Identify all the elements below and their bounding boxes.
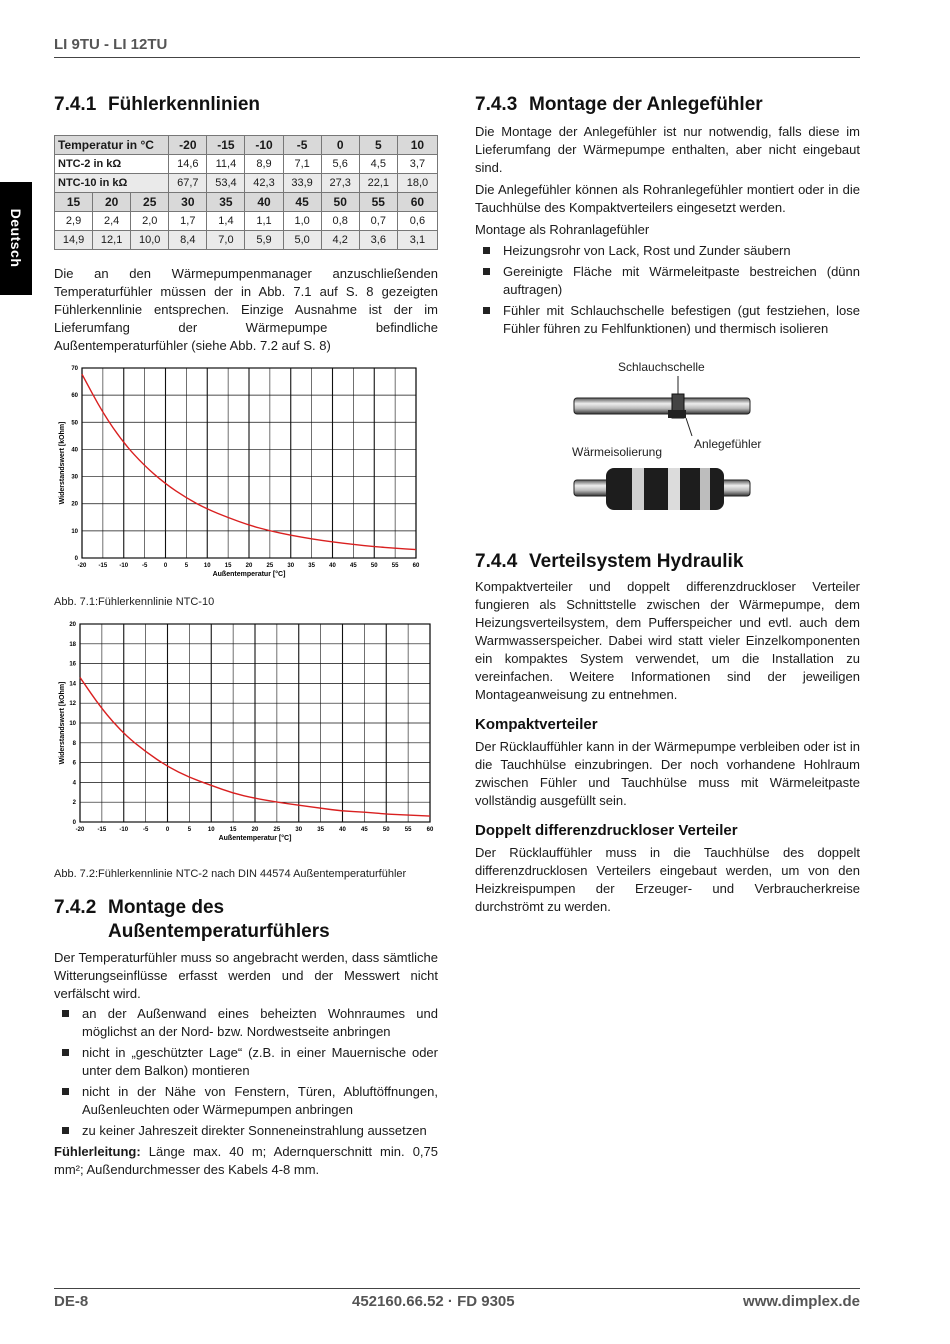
contact-sensor-p2: Die Anlegefühler können als Rohranlegefühler montiert oder in die Tauchhülse des Kompaktverteilers eingesetzt werden. bbox=[475, 182, 860, 215]
table-cell: 5 bbox=[359, 136, 397, 155]
x-tick-label: 0 bbox=[163, 563, 168, 569]
x-tick-label: 25 bbox=[266, 563, 274, 569]
table-cell-label: NTC-2 in kΩ bbox=[55, 155, 169, 174]
table-cell: 3,7 bbox=[397, 155, 437, 174]
bullet-square-icon bbox=[62, 1088, 69, 1095]
table-row bbox=[55, 231, 438, 250]
list-item: nicht in der Nähe von Fenstern, Türen, Abluftöffnungen, Außenleuchten oder Wärmepumpen anbringen bbox=[54, 1083, 438, 1119]
table-cell: 42,3 bbox=[245, 174, 283, 193]
x-tick-label: 40 bbox=[339, 827, 346, 833]
compact-distributor-text: Der Rücklauffühler kann in der Wärmepumpe verbleiben oder ist in die Tauchhülse einzubringen. Der noch vorhandene Hohlraum zwischen Fühler und Tauchhülse muss mit Wärmeleitpaste vollständig ausgefüllt sein. bbox=[475, 739, 860, 808]
table-cell: 27,3 bbox=[321, 174, 359, 193]
label-insulation: Wärmeisolierung bbox=[572, 445, 663, 459]
table-cell: 10 bbox=[397, 136, 437, 155]
section-number: 7.4.3 bbox=[475, 94, 518, 115]
x-axis-label: Außentemperatur [°C] bbox=[212, 571, 286, 578]
table-cell: 18,0 bbox=[397, 174, 437, 193]
list-item: Gereinigte Fläche mit Wärmeleitpaste bestreichen (dünn auftragen) bbox=[475, 263, 860, 299]
sensor-cable-label: Fühlerleitung: bbox=[54, 1144, 141, 1159]
table-cell: 1,7 bbox=[169, 212, 207, 231]
leader-line bbox=[686, 418, 692, 436]
language-tab bbox=[0, 182, 32, 295]
y-tick-label: 50 bbox=[71, 420, 78, 427]
section-7-4-2-heading bbox=[54, 896, 330, 944]
table-cell: 53,4 bbox=[207, 174, 245, 193]
table-cell: 5,0 bbox=[283, 231, 321, 250]
outdoor-sensor-paragraph: Der Temperaturfühler muss so angebracht werden, dass sämtliche Witterungseinflüsse erfasst werden und der Messwert nicht verfälscht wird. bbox=[54, 950, 438, 1001]
x-tick-label: 30 bbox=[295, 827, 303, 833]
y-tick-label: 12 bbox=[69, 701, 76, 708]
y-tick-label: 8 bbox=[72, 740, 76, 747]
table-cell: 8,9 bbox=[245, 155, 283, 174]
y-tick-label: 14 bbox=[69, 681, 76, 688]
section-title: Verteilsystem Hydraulik bbox=[529, 551, 744, 572]
table-cell: 2,0 bbox=[131, 212, 169, 231]
table-cell: 12,1 bbox=[93, 231, 131, 250]
x-tick-label: 60 bbox=[426, 827, 434, 833]
pipe-sensor-figure bbox=[560, 352, 790, 532]
section-number: 7.4.2 bbox=[54, 897, 97, 918]
chart-grid bbox=[82, 368, 416, 558]
table-cell: 14,6 bbox=[169, 155, 207, 174]
section-title: Fühlerkennlinien bbox=[108, 94, 261, 115]
table-cell: 1,1 bbox=[245, 212, 283, 231]
x-tick-label: -20 bbox=[75, 827, 85, 833]
y-tick-label: 20 bbox=[69, 622, 76, 628]
table-cell: 14,9 bbox=[55, 231, 93, 250]
y-tick-label: 0 bbox=[74, 556, 78, 562]
bullet-square-icon bbox=[62, 1127, 69, 1134]
y-tick-label: 20 bbox=[71, 501, 78, 508]
sensor-cable-text: Länge max. 40 m; Adernquerschnitt min. 0,75 mm²; Außendurchmesser des Kabels 4-8 mm. bbox=[54, 1144, 438, 1177]
table-cell-label: NTC-10 in kΩ bbox=[55, 174, 169, 193]
double-distributor-text: Der Rücklauffühler muss in die Tauchhülse des doppelt differenzdrucklosen Verteilers eingebaut werden, um von den Heizkreispumpen der Erzeuger- und Verbraucherkreise durchströmt zu werden. bbox=[475, 845, 860, 914]
y-axis-label: Widerstandswert [kOhm] bbox=[59, 421, 66, 505]
table-row bbox=[55, 193, 438, 212]
bullet-square-icon bbox=[62, 1010, 69, 1017]
x-tick-label: 45 bbox=[361, 827, 368, 833]
y-tick-label: 0 bbox=[72, 820, 76, 826]
table-cell: 20 bbox=[93, 193, 131, 212]
table-cell-label: Temperatur in °C bbox=[55, 136, 169, 155]
section-number: 7.4.1 bbox=[54, 94, 97, 115]
header-rule bbox=[54, 57, 860, 58]
list-item: an der Außenwand eines beheizten Wohnraumes und möglichst an der Nord- bzw. Nordwestseite anbringen bbox=[54, 1005, 438, 1041]
sensor-table bbox=[54, 135, 438, 250]
table-cell: 0,6 bbox=[397, 212, 437, 231]
table-cell: -15 bbox=[207, 136, 245, 155]
y-tick-label: 6 bbox=[72, 760, 76, 767]
bullet-square-icon bbox=[483, 307, 490, 314]
language-tab-label: Deutsch bbox=[8, 208, 24, 268]
list-item: nicht in „geschützter Lage“ (z.B. in einer Mauernische oder unter dem Balkon) montieren bbox=[54, 1044, 438, 1080]
x-tick-label: 35 bbox=[317, 827, 324, 833]
x-tick-label: 55 bbox=[404, 827, 412, 833]
x-tick-label: 10 bbox=[207, 827, 215, 833]
x-tick-label: 50 bbox=[370, 563, 378, 569]
section-7-4-1-heading bbox=[54, 93, 260, 117]
x-tick-label: 5 bbox=[184, 563, 189, 569]
y-tick-label: 30 bbox=[71, 474, 78, 481]
list-item: Fühler mit Schlauchschelle befestigen (gut festziehen, lose Fühler führen zu Fehlfunktionen) und thermisch isolieren bbox=[475, 302, 860, 338]
website-link[interactable]: www.dimplex.de bbox=[743, 1293, 860, 1310]
table-row bbox=[55, 212, 438, 231]
x-axis-label: Außentemperatur [°C] bbox=[218, 835, 292, 842]
x-tick-label: 40 bbox=[329, 563, 336, 569]
table-cell: 8,4 bbox=[169, 231, 207, 250]
x-tick-label: -5 bbox=[141, 563, 148, 569]
y-axis-label: Widerstandswert [kOhm] bbox=[59, 681, 66, 765]
y-tick-label: 10 bbox=[69, 721, 76, 727]
table-cell: 2,9 bbox=[55, 212, 93, 231]
chart-ntc10 bbox=[54, 362, 438, 584]
contact-sensor-list bbox=[475, 242, 860, 341]
table-cell: 0,7 bbox=[359, 212, 397, 231]
hydraulics-paragraph: Kompaktverteiler und doppelt differenzdruckloser Verteiler fungieren als Schnittstelle zwischen der Wärmepumpe, dem Heizungsverteilsystem, dem Pufferspeicher und evtl. auch dem Warmwasserspeicher. Dabei wird statt vieler Einzelkomponenten ein kompaktes System verwendet, um die Installation zu vereinfachen. Weitere Informationen sind der jeweiligen Montageanweisung zu entnehmen. bbox=[475, 579, 860, 702]
table-cell: 4,2 bbox=[321, 231, 359, 250]
y-tick-label: 10 bbox=[71, 528, 78, 535]
table-cell: -10 bbox=[245, 136, 283, 155]
table-cell: 10,0 bbox=[131, 231, 169, 250]
list-item: Heizungsrohr von Lack, Rost und Zunder säubern bbox=[475, 242, 860, 260]
x-tick-label: 20 bbox=[251, 827, 259, 833]
y-tick-label: 18 bbox=[69, 641, 76, 648]
figure-caption-7-1: Abb. 7.1:Fühlerkennlinie NTC-10 bbox=[54, 596, 215, 608]
table-row bbox=[55, 136, 438, 155]
list-item: zu keiner Jahreszeit direkter Sonneneinstrahlung aussetzen bbox=[54, 1122, 438, 1140]
x-tick-label: 15 bbox=[224, 563, 232, 569]
contact-sensor-p3: Montage als Rohranlagefühler bbox=[475, 222, 650, 237]
table-cell: 55 bbox=[359, 193, 397, 212]
table-cell: 67,7 bbox=[169, 174, 207, 193]
contact-sensor-p1: Die Montage der Anlegefühler ist nur notwendig, falls diese im Lieferumfang der Wärmepumpe enthalten, aber nicht eingebaut sind. bbox=[475, 124, 860, 175]
table-cell: 33,9 bbox=[283, 174, 321, 193]
x-tick-label: 60 bbox=[412, 563, 420, 569]
sensor-curve-paragraph: Die an den Wärmepumpenmanager anzuschließenden Temperaturfühler müssen der in Abb. 7.1 auf S. 8 gezeigten Fühlerkennlinie entsprechen. Einzige Ausnahme ist der im Lieferumfang der Wärmepumpe befindliche Außentemperaturfühler (siehe Abb. 7.2 auf S. 8) bbox=[54, 266, 438, 353]
table-cell: 3,6 bbox=[359, 231, 397, 250]
section-title-line2: Außentemperaturfühlers bbox=[108, 921, 330, 942]
bullet-square-icon bbox=[483, 247, 490, 254]
chart-grid bbox=[80, 624, 430, 822]
page-number: DE-8 bbox=[54, 1293, 89, 1310]
y-tick-label: 4 bbox=[72, 780, 76, 787]
x-tick-label: 30 bbox=[287, 563, 295, 569]
document-number: 452160.66.52 · FD 9305 bbox=[352, 1293, 515, 1310]
table-cell: 15 bbox=[55, 193, 93, 212]
table-row bbox=[55, 155, 438, 174]
table-cell: 4,5 bbox=[359, 155, 397, 174]
table-cell: 50 bbox=[321, 193, 359, 212]
table-cell: -20 bbox=[169, 136, 207, 155]
y-tick-label: 2 bbox=[72, 800, 76, 807]
table-cell: -5 bbox=[283, 136, 321, 155]
table-cell: 30 bbox=[169, 193, 207, 212]
x-tick-label: 45 bbox=[350, 563, 357, 569]
table-cell: 40 bbox=[245, 193, 283, 212]
table-cell: 1,0 bbox=[283, 212, 321, 231]
x-tick-label: 25 bbox=[273, 827, 281, 833]
y-tick-label: 16 bbox=[69, 661, 76, 668]
x-tick-label: 0 bbox=[165, 827, 170, 833]
x-tick-label: 15 bbox=[229, 827, 237, 833]
outdoor-sensor-list bbox=[54, 1005, 438, 1143]
table-cell: 0 bbox=[321, 136, 359, 155]
table-cell: 11,4 bbox=[207, 155, 245, 174]
table-cell: 2,4 bbox=[93, 212, 131, 231]
pipe-top-icon bbox=[574, 394, 750, 418]
table-cell: 7,1 bbox=[283, 155, 321, 174]
x-tick-label: -20 bbox=[77, 563, 87, 569]
table-cell: 35 bbox=[207, 193, 245, 212]
x-tick-label: -10 bbox=[119, 563, 129, 569]
bullet-square-icon bbox=[62, 1049, 69, 1056]
table-cell: 45 bbox=[283, 193, 321, 212]
x-tick-label: -15 bbox=[97, 827, 107, 833]
section-7-4-3-heading bbox=[475, 93, 763, 117]
label-hose-clamp: Schlauchschelle bbox=[618, 360, 705, 374]
x-tick-label: 35 bbox=[308, 563, 315, 569]
footer-rule bbox=[54, 1288, 860, 1289]
section-title-line1: Montage des bbox=[108, 897, 225, 918]
x-tick-label: -10 bbox=[119, 827, 129, 833]
figure-caption-7-2: Abb. 7.2:Fühlerkennlinie NTC-2 nach DIN 44574 Außentemperaturfühler bbox=[54, 868, 407, 880]
table-cell: 25 bbox=[131, 193, 169, 212]
section-7-4-4-heading bbox=[475, 550, 743, 574]
x-tick-label: -5 bbox=[142, 827, 149, 833]
insulated-pipe-icon bbox=[574, 468, 750, 510]
double-distributor-heading: Doppelt differenzdruckloser Verteiler bbox=[475, 822, 738, 839]
table-cell: 5,9 bbox=[245, 231, 283, 250]
table-row bbox=[55, 174, 438, 193]
table-cell: 0,8 bbox=[321, 212, 359, 231]
chart-ntc2 bbox=[54, 616, 438, 848]
x-tick-label: 10 bbox=[203, 563, 211, 569]
x-tick-label: -15 bbox=[98, 563, 108, 569]
x-tick-label: 55 bbox=[391, 563, 399, 569]
page-header-title: LI 9TU - LI 12TU bbox=[54, 36, 168, 53]
table-cell: 22,1 bbox=[359, 174, 397, 193]
y-tick-label: 60 bbox=[71, 393, 78, 400]
x-tick-label: 20 bbox=[245, 563, 253, 569]
y-tick-label: 70 bbox=[71, 366, 78, 372]
section-number: 7.4.4 bbox=[475, 551, 518, 572]
table-cell: 7,0 bbox=[207, 231, 245, 250]
x-tick-label: 5 bbox=[187, 827, 192, 833]
x-tick-label: 50 bbox=[382, 827, 390, 833]
compact-distributor-heading: Kompaktverteiler bbox=[475, 716, 598, 733]
table-cell: 3,1 bbox=[397, 231, 437, 250]
label-contact-sensor: Anlegefühler bbox=[694, 437, 762, 451]
table-cell: 5,6 bbox=[321, 155, 359, 174]
y-tick-label: 40 bbox=[71, 447, 78, 454]
table-cell: 60 bbox=[397, 193, 437, 212]
bullet-square-icon bbox=[483, 268, 490, 275]
section-title: Montage der Anlegefühler bbox=[529, 94, 763, 115]
sensor-cable-paragraph bbox=[54, 1143, 438, 1179]
table-cell: 1,4 bbox=[207, 212, 245, 231]
